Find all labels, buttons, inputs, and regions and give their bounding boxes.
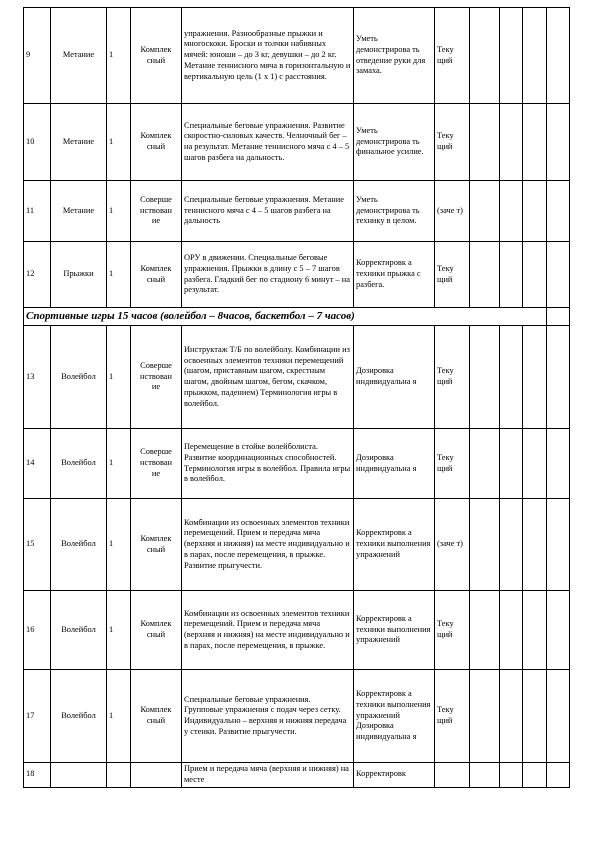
lesson-hours: 1 xyxy=(107,242,131,308)
empty-cell xyxy=(547,242,570,308)
empty-cell xyxy=(523,326,547,429)
lesson-number: 13 xyxy=(24,326,51,429)
control-type: Теку щий xyxy=(435,242,470,308)
empty-cell xyxy=(523,181,547,242)
empty-cell xyxy=(547,591,570,670)
empty-cell xyxy=(500,499,523,591)
lesson-name: Прыжки xyxy=(51,242,107,308)
lesson-number: 17 xyxy=(24,670,51,763)
lesson-type: Комплек сный xyxy=(131,499,182,591)
lesson-plan-table xyxy=(23,7,570,788)
control-type: Теку щий xyxy=(435,591,470,670)
lesson-hours: 1 xyxy=(107,429,131,499)
skill-requirements: Корректировк а техники выполнения упражнений xyxy=(354,591,435,670)
lesson-name: Метание xyxy=(51,181,107,242)
section-title: Спортивные игры 15 часов (волейбол – 8часов, баскетбол – 7 часов) xyxy=(24,308,547,326)
control-type: Теку щий xyxy=(435,670,470,763)
skill-requirements: Корректировк xyxy=(354,763,435,788)
lesson-number: 10 xyxy=(24,104,51,181)
empty-cell xyxy=(523,104,547,181)
skill-requirements: Корректировк а техники прыжка с разбега. xyxy=(354,242,435,308)
empty-cell xyxy=(547,181,570,242)
empty-cell xyxy=(500,670,523,763)
lesson-type: Комплек сный xyxy=(131,670,182,763)
lesson-content: упражнения. Разнообразные прыжки и многоскоки. Броски и толчки набивных мячей: юноши – до 3 кг, девушки – до 2 кг. Метание теннисного мяча в горизонтальную и вертикальную цель (1 х 1) с расстояния. xyxy=(182,8,354,104)
empty-cell xyxy=(523,8,547,104)
lesson-type: Комплек сный xyxy=(131,104,182,181)
table-row xyxy=(24,429,570,499)
lesson-number: 15 xyxy=(24,499,51,591)
lesson-number: 18 xyxy=(24,763,51,788)
empty-cell xyxy=(523,670,547,763)
empty-cell xyxy=(523,591,547,670)
empty-cell xyxy=(523,499,547,591)
lesson-hours: 1 xyxy=(107,499,131,591)
lesson-content: ОРУ в движении. Специальные беговые упражнения. Прыжки в длину с 5 – 7 шагов разбега. Гладкий бег по стадиону 6 минут – на результат. xyxy=(182,242,354,308)
lesson-name: Волейбол xyxy=(51,499,107,591)
empty-cell xyxy=(523,242,547,308)
section-row xyxy=(24,308,570,326)
empty-cell xyxy=(500,104,523,181)
lesson-content: Специальные беговые упражнения. Метание теннисного мяча с 4 – 5 шагов разбега на дальность xyxy=(182,181,354,242)
table-row xyxy=(24,8,570,104)
empty-cell xyxy=(547,8,570,104)
lesson-content: Инструктаж Т/Б по волейболу. Комбинации из освоенных элементов техники перемещений (шагом, приставным шагом, скрестным шагом, двойным шагом, бегом, скачком, прыжком, падением) Терминология игры в волейбол. xyxy=(182,326,354,429)
table-row xyxy=(24,670,570,763)
empty-cell xyxy=(470,670,500,763)
lesson-content: Специальные беговые упражнения. Групповые упражнения с подач через сетку. Индивидуально – верхняя и нижняя передача у стенки. Развитие прыгучести. xyxy=(182,670,354,763)
empty-cell xyxy=(470,429,500,499)
skill-requirements: Дозировка индивидуальна я xyxy=(354,326,435,429)
lesson-content: Прием и передача мяча (верхняя и нижняя) на месте xyxy=(182,763,354,788)
lesson-number: 14 xyxy=(24,429,51,499)
control-type xyxy=(435,763,470,788)
empty-cell xyxy=(500,429,523,499)
empty-cell xyxy=(547,763,570,788)
skill-requirements: Корректировк а техники выполнения упражнений xyxy=(354,499,435,591)
lesson-name: Волейбол xyxy=(51,429,107,499)
empty-cell xyxy=(470,104,500,181)
table-row xyxy=(24,181,570,242)
control-type: Теку щий xyxy=(435,8,470,104)
lesson-name: Метание xyxy=(51,8,107,104)
lesson-content: Специальные беговые упражнения. Развитие скоростно-силовых качеств. Челночный бег – на результат. Метание теннисного мяча с 4 – 5 шагов разбега на дальность. xyxy=(182,104,354,181)
skill-requirements: Дозировка индивидуальна я xyxy=(354,429,435,499)
skill-requirements: Корректировк а техники выполнения упражнений Дозировка индивидуальна я xyxy=(354,670,435,763)
empty-cell xyxy=(547,429,570,499)
empty-cell xyxy=(470,763,500,788)
skill-requirements: Уметь демонстрирова ть отведение руки для замаха. xyxy=(354,8,435,104)
lesson-content: Комбинации из освоенных элементов техники перемещений. Прием и передача мяча (верхняя и нижняя) на месте индивидуально и в парах, после перемещения, в прыжке. Развитие прыгучести. xyxy=(182,499,354,591)
empty-cell xyxy=(470,326,500,429)
table-row xyxy=(24,763,570,788)
control-type: Теку щий xyxy=(435,104,470,181)
lesson-hours: 1 xyxy=(107,104,131,181)
empty-cell xyxy=(470,181,500,242)
lesson-hours: 1 xyxy=(107,8,131,104)
control-type: (заче т) xyxy=(435,181,470,242)
table-row xyxy=(24,591,570,670)
table-row xyxy=(24,104,570,181)
empty-cell xyxy=(523,429,547,499)
lesson-type: Комплек сный xyxy=(131,591,182,670)
lesson-name: Волейбол xyxy=(51,670,107,763)
lesson-number: 12 xyxy=(24,242,51,308)
empty-cell xyxy=(500,181,523,242)
lesson-hours: 1 xyxy=(107,591,131,670)
empty-cell xyxy=(500,8,523,104)
lesson-hours: 1 xyxy=(107,181,131,242)
table-row xyxy=(24,242,570,308)
empty-cell xyxy=(547,499,570,591)
empty-cell xyxy=(500,242,523,308)
empty-cell xyxy=(470,591,500,670)
skill-requirements: Уметь демонстрирова ть технику в целом. xyxy=(354,181,435,242)
empty-cell xyxy=(523,763,547,788)
lesson-number: 16 xyxy=(24,591,51,670)
control-type: (заче т) xyxy=(435,499,470,591)
skill-requirements: Уметь демонстрирова ть финальное усилие. xyxy=(354,104,435,181)
empty-cell xyxy=(500,763,523,788)
lesson-content: Комбинации из освоенных элементов техники перемещений. Прием и передача мяча (верхняя и нижняя) на месте индивидуально и в парах, после перемещения, в прыжке. xyxy=(182,591,354,670)
table-row xyxy=(24,326,570,429)
lesson-number: 9 xyxy=(24,8,51,104)
empty-cell xyxy=(470,8,500,104)
lesson-hours: 1 xyxy=(107,326,131,429)
lesson-name: Волейбол xyxy=(51,591,107,670)
lesson-type xyxy=(131,763,182,788)
lesson-type: Соверше нствован ие xyxy=(131,181,182,242)
control-type: Теку щий xyxy=(435,429,470,499)
empty-cell xyxy=(500,591,523,670)
empty-cell xyxy=(547,104,570,181)
empty-cell xyxy=(470,499,500,591)
lesson-name xyxy=(51,763,107,788)
lesson-name: Волейбол xyxy=(51,326,107,429)
empty-cell xyxy=(547,670,570,763)
control-type: Теку щий xyxy=(435,326,470,429)
table-row xyxy=(24,499,570,591)
lesson-type: Комплек сный xyxy=(131,242,182,308)
lesson-type: Комплек сный xyxy=(131,8,182,104)
empty-cell xyxy=(500,326,523,429)
lesson-hours: 1 xyxy=(107,670,131,763)
lesson-number: 11 xyxy=(24,181,51,242)
lesson-hours xyxy=(107,763,131,788)
lesson-content: Перемещение в стойке волейболиста. Развитие координационных способностей. Терминология игры в волейбол. Правила игры в волейбол. xyxy=(182,429,354,499)
lesson-type: Соверше нствован ие xyxy=(131,429,182,499)
lesson-name: Метание xyxy=(51,104,107,181)
empty-cell xyxy=(547,326,570,429)
empty-cell xyxy=(470,242,500,308)
empty-cell xyxy=(547,308,570,326)
lesson-type: Соверше нствован ие xyxy=(131,326,182,429)
